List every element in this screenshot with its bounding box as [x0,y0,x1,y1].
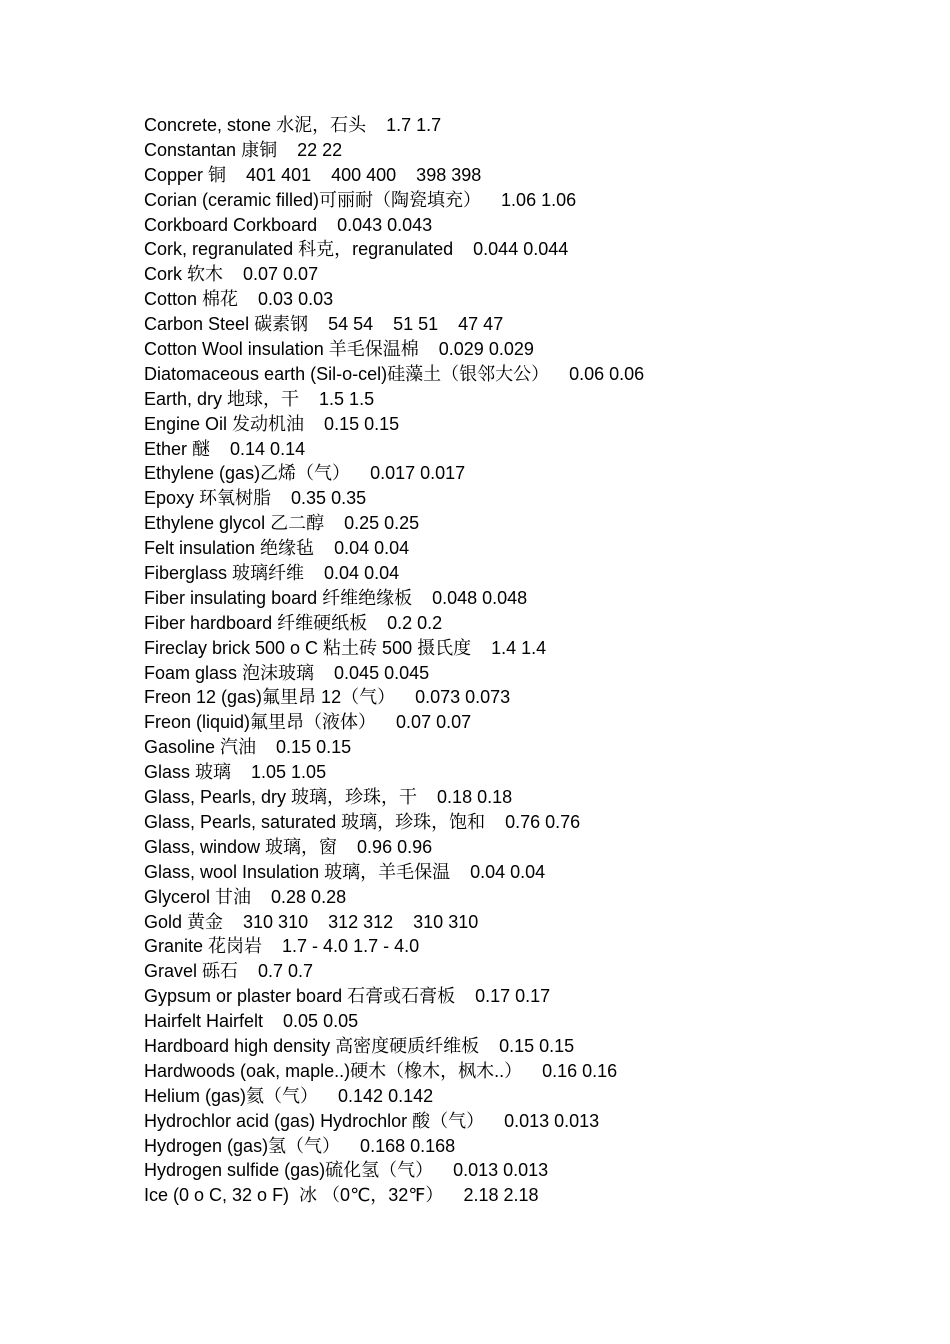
list-item: Cotton Wool insulation 羊毛保温棉 0.029 0.029 [144,339,534,360]
list-item: Helium (gas)氦（气） 0.142 0.142 [144,1085,434,1106]
list-item: Corkboard Corkboard 0.043 0.043 [144,214,433,235]
list-item: Glass, Pearls, saturated 玻璃，珍珠，饱和 0.76 0.76 [144,811,581,832]
list-item: Epoxy 环氧树脂 0.35 0.35 [144,488,367,509]
list-item: Foam glass 泡沫玻璃 0.045 0.045 [144,662,430,683]
list-item: Glass, window 玻璃，窗 0.96 0.96 [144,836,433,857]
list-item: Hydrochlor acid (gas) Hydrochlor 酸（气） 0.013 0.013 [144,1110,600,1131]
list-item: Ethylene (gas)乙烯（气） 0.017 0.017 [144,463,466,484]
list-item: Fiberglass 玻璃纤维 0.04 0.04 [144,563,400,584]
list-item: Hydrogen sulfide (gas)硫化氢（气） 0.013 0.013 [144,1160,549,1181]
list-item: Cork, regranulated 科克，regranulated 0.044 0.044 [144,239,569,260]
list-item: Copper 铜 401 401 400 400 398 398 [144,164,482,185]
list-item: Ether 醚 0.14 0.14 [144,438,306,459]
list-item: Freon (liquid)氟里昂（液体） 0.07 0.07 [144,712,472,733]
list-item: Constantan 康铜 22 22 [144,139,343,160]
list-item: Glycerol 甘油 0.28 0.28 [144,886,347,907]
list-item: Carbon Steel 碳素钢 54 54 51 51 47 47 [144,314,504,335]
list-item: Hardboard high density 高密度硬质纤维板 0.15 0.15 [144,1035,575,1056]
list-item: Corian (ceramic filled)可丽耐（陶瓷填充） 1.06 1.06 [144,189,577,210]
list-item: Earth, dry 地球，干 1.5 1.5 [144,388,375,409]
list-item: Fiber hardboard 纤维硬纸板 0.2 0.2 [144,612,443,633]
list-item: Gravel 砾石 0.7 0.7 [144,961,314,982]
list-item: Ethylene glycol 乙二醇 0.25 0.25 [144,513,420,534]
list-item: Engine Oil 发动机油 0.15 0.15 [144,413,400,434]
list-item: Fireclay brick 500 o C 粘土砖 500 摄氏度 1.4 1.4 [144,637,547,658]
list-item: Freon 12 (gas)氟里昂 12（气） 0.073 0.073 [144,687,511,708]
list-item: Cork 软木 0.07 0.07 [144,264,319,285]
list-item: Hairfelt Hairfelt 0.05 0.05 [144,1011,359,1032]
list-item: Ice (0 o C, 32 o F) 冰 （0℃，32℉） 2.18 2.18 [144,1185,539,1206]
list-item: Glass 玻璃 1.05 1.05 [144,762,327,783]
list-item: Glass, Pearls, dry 玻璃，珍珠，干 0.18 0.18 [144,787,513,808]
list-item: Fiber insulating board 纤维绝缘板 0.048 0.048 [144,587,528,608]
list-item: Gasoline 汽油 0.15 0.15 [144,737,352,758]
list-item: Gypsum or plaster board 石膏或石膏板 0.17 0.17 [144,986,551,1007]
list-item: Hardwoods (oak, maple..)硬木（橡木，枫木..） 0.16 0.16 [144,1060,618,1081]
list-item: Glass, wool Insulation 玻璃，羊毛保温 0.04 0.04 [144,861,546,882]
list-item: Hydrogen (gas)氢（气） 0.168 0.168 [144,1135,456,1156]
list-item: Felt insulation 绝缘毡 0.04 0.04 [144,538,410,559]
list-item: Concrete, stone 水泥，石头 1.7 1.7 [144,115,442,135]
list-item: Diatomaceous earth (Sil-o-cel)硅藻土（银邻大公） 0.06 0.06 [144,363,645,384]
list-item: Granite 花岗岩 1.7 - 4.0 1.7 - 4.0 [144,936,420,957]
material-conductivity-list [144,113,904,1208]
list-item: Cotton 棉花 0.03 0.03 [144,289,334,310]
list-item: Gold 黄金 310 310 312 312 310 310 [144,911,479,932]
